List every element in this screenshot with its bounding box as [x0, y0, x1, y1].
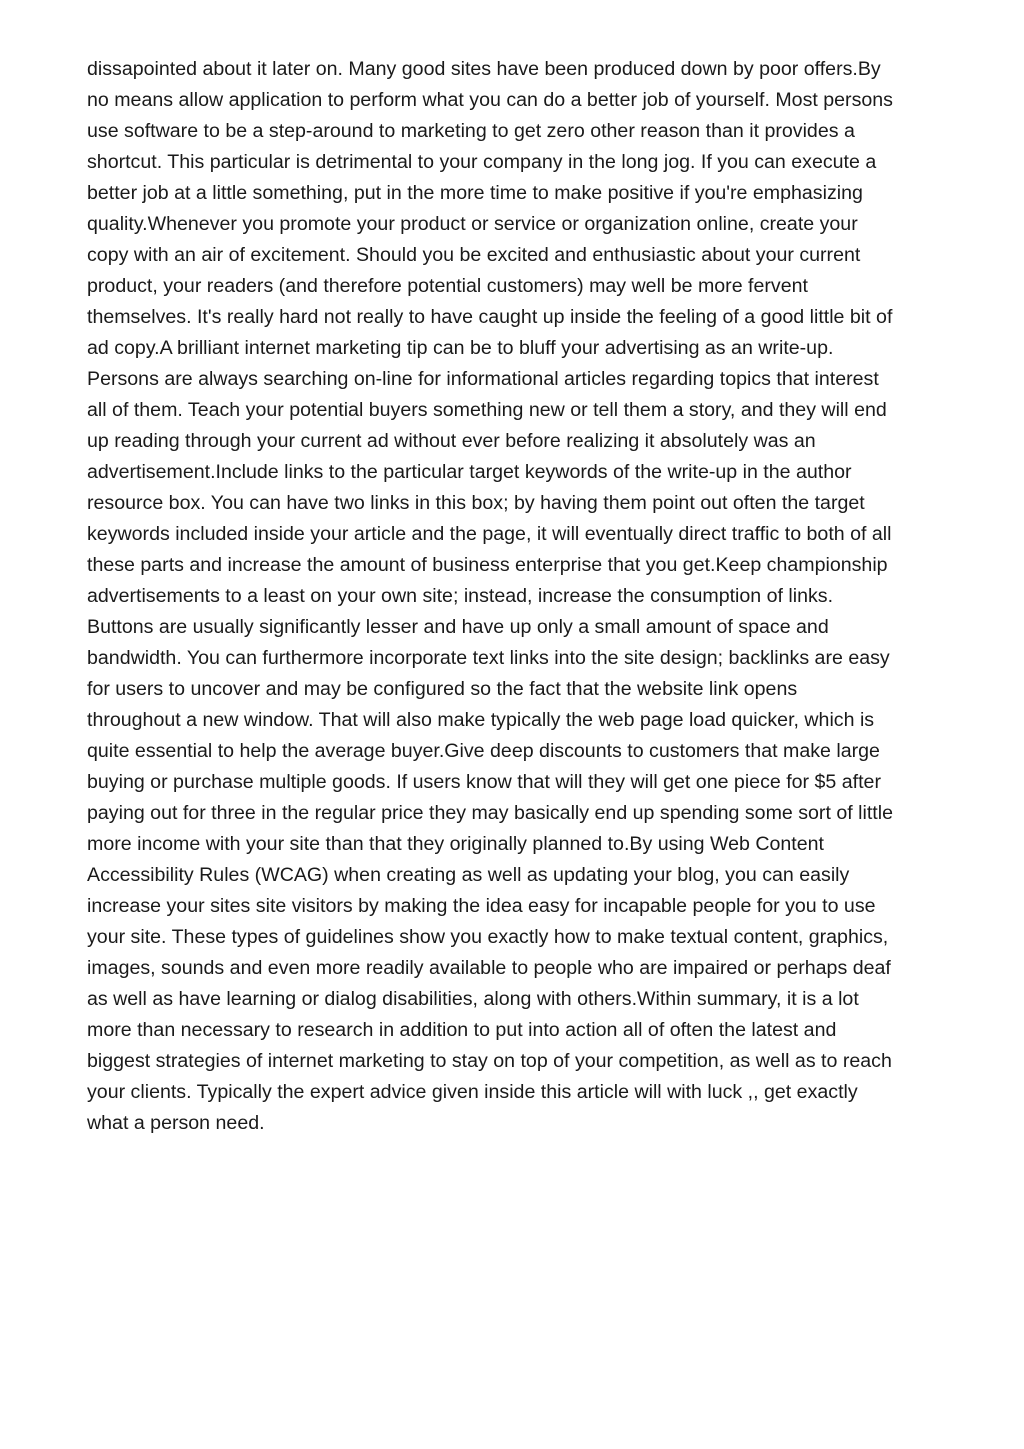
text-line: bandwidth. You can furthermore incorporate text links into the site design; backlinks are easy — [87, 647, 890, 669]
text-line: Persons are always searching on-line for informational articles regarding topics that interest — [87, 368, 879, 390]
text-line: paying out for three in the regular price they may basically end up spending some sort of little — [87, 802, 893, 824]
text-line: better job at a little something, put in the more time to make positive if you're emphasizing — [87, 182, 863, 204]
text-line: for users to uncover and may be configured so the fact that the website link opens — [87, 678, 798, 700]
text-line: throughout a new window. That will also make typically the web page load quicker, which is — [87, 709, 875, 731]
text-line: advertisements to a least on your own site; instead, increase the consumption of links. — [87, 585, 834, 607]
text-line: quite essential to help the average buyer.Give deep discounts to customers that make large — [87, 740, 880, 762]
text-line: Accessibility Rules (WCAG) when creating as well as updating your blog, you can easily — [87, 864, 850, 886]
text-line: shortcut. This particular is detrimental to your company in the long jog. If you can execute a — [87, 151, 877, 173]
text-line: advertisement.Include links to the particular target keywords of the write-up in the author — [87, 461, 852, 483]
text-line: no means allow application to perform what you can do a better job of yourself. Most persons — [87, 89, 893, 111]
text-line: biggest strategies of internet marketing to stay on top of your competition, as well as to reach — [87, 1050, 892, 1072]
text-line: ad copy.A brilliant internet marketing tip can be to bluff your advertising as an write-up. — [87, 337, 834, 359]
text-line: resource box. You can have two links in this box; by having them point out often the target — [87, 492, 865, 514]
article-body — [87, 54, 957, 1139]
text-line: as well as have learning or dialog disabilities, along with others.Within summary, it is a lot — [87, 988, 859, 1010]
text-line: more income with your site than that they originally planned to.By using Web Content — [87, 833, 824, 855]
text-line: images, sounds and even more readily available to people who are impaired or perhaps deaf — [87, 957, 891, 979]
text-line: Buttons are usually significantly lesser and have up only a small amount of space and — [87, 616, 829, 638]
text-line: product, your readers (and therefore potential customers) may well be more fervent — [87, 275, 808, 297]
text-line: up reading through your current ad without ever before realizing it absolutely was an — [87, 430, 816, 452]
text-line: your clients. Typically the expert advice given inside this article will with luck ,, get exactly — [87, 1081, 858, 1103]
text-line: use software to be a step-around to marketing to get zero other reason than it provides a — [87, 120, 855, 142]
text-line: copy with an air of excitement. Should you be excited and enthusiastic about your current — [87, 244, 861, 266]
text-line: these parts and increase the amount of business enterprise that you get.Keep championship — [87, 554, 888, 576]
text-line: buying or purchase multiple goods. If users know that will they will get one piece for $5 after — [87, 771, 881, 793]
text-line: what a person need. — [87, 1112, 265, 1134]
text-line: quality.Whenever you promote your product or service or organization online, create your — [87, 213, 858, 235]
text-line: more than necessary to research in addition to put into action all of often the latest and — [87, 1019, 837, 1041]
text-line: keywords included inside your article and the page, it will eventually direct traffic to both of all — [87, 523, 892, 545]
text-line: increase your sites site visitors by making the idea easy for incapable people for you to use — [87, 895, 876, 917]
text-line: themselves. It's really hard not really to have caught up inside the feeling of a good little bit of — [87, 306, 893, 328]
text-line: dissapointed about it later on. Many good sites have been produced down by poor offers.By — [87, 58, 881, 80]
text-line: all of them. Teach your potential buyers something new or tell them a story, and they will end — [87, 399, 887, 421]
text-line: your site. These types of guidelines show you exactly how to make textual content, graphics, — [87, 926, 889, 948]
